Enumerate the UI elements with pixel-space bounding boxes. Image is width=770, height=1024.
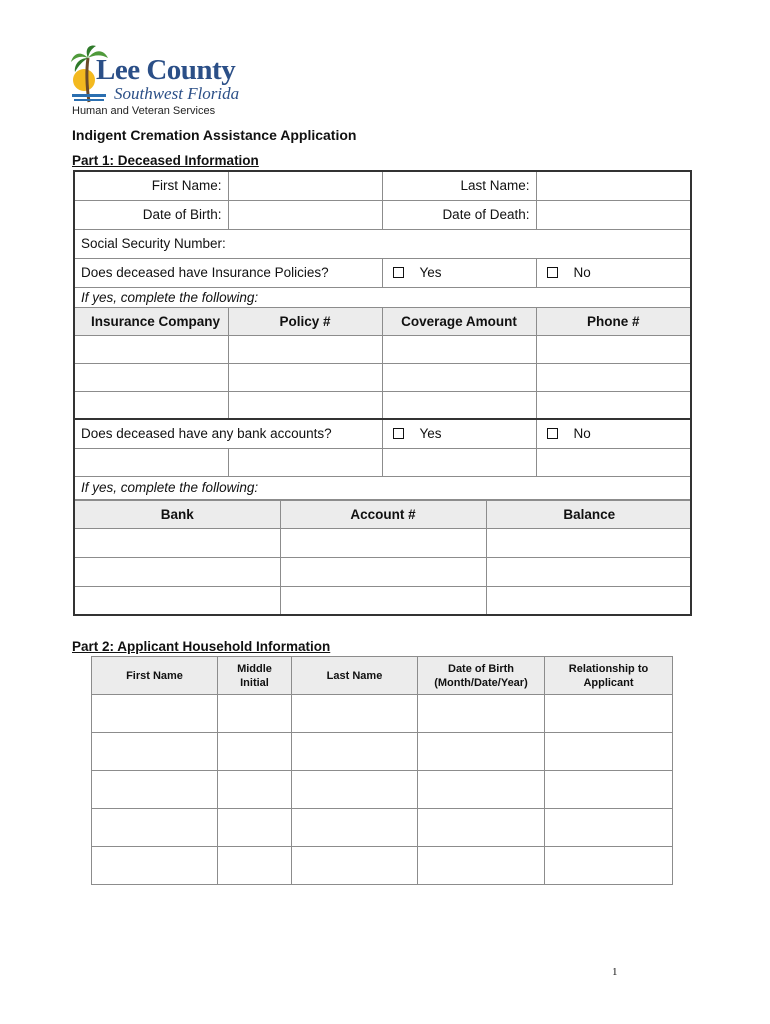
- table-cell[interactable]: [280, 586, 486, 614]
- insurance-col-company: Insurance Company: [74, 307, 228, 335]
- table-cell[interactable]: [486, 586, 691, 614]
- table-cell[interactable]: [280, 528, 486, 557]
- insurance-col-coverage: Coverage Amount: [382, 307, 536, 335]
- table-cell[interactable]: [292, 733, 418, 771]
- table-cell[interactable]: [545, 695, 673, 733]
- table-cell[interactable]: [74, 363, 228, 391]
- bank-no-option[interactable]: [536, 419, 691, 448]
- table-cell[interactable]: [545, 847, 673, 885]
- page-title: Indigent Cremation Assistance Application: [72, 127, 357, 143]
- table-cell[interactable]: [280, 557, 486, 586]
- bank-col-account: Account #: [280, 500, 486, 528]
- table-cell[interactable]: [536, 363, 691, 391]
- last-name-field[interactable]: [536, 171, 691, 200]
- table-row: [75, 528, 691, 557]
- ssn-label: Social Security Number:: [74, 229, 228, 258]
- dod-field[interactable]: [536, 200, 691, 229]
- table-row: [74, 448, 691, 476]
- dob-label: Date of Birth:: [74, 200, 228, 229]
- table-row: [75, 557, 691, 586]
- bank-col-bank: Bank: [75, 500, 280, 528]
- department-name: Human and Veteran Services: [72, 105, 216, 117]
- table-cell[interactable]: [92, 847, 218, 885]
- table-cell[interactable]: [228, 391, 382, 419]
- checkbox-icon[interactable]: [547, 267, 558, 278]
- table-cell[interactable]: [228, 335, 382, 363]
- last-name-label: Last Name:: [382, 171, 536, 200]
- table-cell[interactable]: [92, 733, 218, 771]
- checkbox-icon[interactable]: [393, 267, 404, 278]
- table-cell[interactable]: [218, 809, 292, 847]
- table-row: [74, 363, 691, 391]
- table-cell[interactable]: [218, 695, 292, 733]
- household-col-middle-initial: Middle Initial: [218, 657, 292, 695]
- ssn-field[interactable]: [228, 229, 691, 258]
- part1-heading: Part 1: Deceased Information: [72, 153, 259, 168]
- bank-yes-option[interactable]: [382, 419, 536, 448]
- yes-label: Yes: [419, 426, 442, 442]
- household-table: [91, 656, 673, 885]
- table-cell[interactable]: [92, 809, 218, 847]
- part2-heading: Part 2: Applicant Household Information: [72, 639, 331, 654]
- household-col-dob: Date of Birth (Month/Date/Year): [418, 657, 545, 695]
- table-row: [75, 586, 691, 614]
- table-cell[interactable]: [92, 695, 218, 733]
- table-cell[interactable]: [382, 448, 536, 476]
- household-col-first-name: First Name: [92, 657, 218, 695]
- bank-question: Does deceased have any bank accounts?: [74, 419, 382, 448]
- table-cell[interactable]: [536, 335, 691, 363]
- table-cell[interactable]: [218, 771, 292, 809]
- insurance-question: Does deceased have Insurance Policies?: [74, 258, 382, 287]
- table-cell[interactable]: [382, 335, 536, 363]
- table-cell[interactable]: [418, 695, 545, 733]
- checkbox-icon[interactable]: [393, 428, 404, 439]
- table-cell[interactable]: [218, 847, 292, 885]
- table-cell[interactable]: [486, 528, 691, 557]
- insurance-col-policy: Policy #: [228, 307, 382, 335]
- table-cell[interactable]: [382, 391, 536, 419]
- table-cell[interactable]: [74, 335, 228, 363]
- no-label: No: [573, 265, 591, 280]
- table-cell[interactable]: [418, 847, 545, 885]
- household-col-relationship: Relationship to Applicant: [545, 657, 673, 695]
- table-cell[interactable]: [74, 448, 228, 476]
- table-cell[interactable]: [228, 448, 382, 476]
- table-row: [74, 391, 691, 419]
- table-cell[interactable]: [545, 771, 673, 809]
- table-cell[interactable]: [218, 733, 292, 771]
- table-cell[interactable]: [545, 733, 673, 771]
- dob-field[interactable]: [228, 200, 382, 229]
- table-cell[interactable]: [292, 809, 418, 847]
- table-cell[interactable]: [418, 809, 545, 847]
- bank-instructions: If yes, complete the following:: [74, 476, 691, 499]
- yes-label: Yes: [419, 265, 442, 280]
- insurance-instructions: If yes, complete the following:: [74, 287, 691, 307]
- logo-tagline: Southwest Florida: [114, 84, 240, 103]
- table-row: [92, 733, 673, 771]
- table-cell[interactable]: [292, 695, 418, 733]
- dod-label: Date of Death:: [382, 200, 536, 229]
- table-cell[interactable]: [228, 363, 382, 391]
- table-cell[interactable]: [418, 771, 545, 809]
- table-cell[interactable]: [382, 363, 536, 391]
- table-cell[interactable]: [545, 809, 673, 847]
- table-cell[interactable]: [75, 528, 280, 557]
- table-cell[interactable]: [92, 771, 218, 809]
- table-row: [92, 695, 673, 733]
- table-row: [92, 847, 673, 885]
- insurance-col-phone: Phone #: [536, 307, 691, 335]
- page-number: 1: [612, 966, 618, 978]
- insurance-yes-option[interactable]: [382, 258, 536, 287]
- household-col-last-name: Last Name: [292, 657, 418, 695]
- no-label: No: [573, 426, 591, 442]
- bank-table: [75, 500, 691, 615]
- table-cell[interactable]: [486, 557, 691, 586]
- logo-org-name: Lee County: [96, 54, 236, 86]
- table-row: [92, 809, 673, 847]
- table-cell[interactable]: [536, 448, 691, 476]
- table-cell[interactable]: [292, 847, 418, 885]
- first-name-field[interactable]: [228, 171, 382, 200]
- checkbox-icon[interactable]: [547, 428, 558, 439]
- bank-col-balance: Balance: [486, 500, 691, 528]
- deceased-info-table: [73, 170, 692, 616]
- table-cell[interactable]: [74, 391, 228, 419]
- table-row: [74, 335, 691, 363]
- table-cell[interactable]: [536, 391, 691, 419]
- insurance-no-option[interactable]: [536, 258, 691, 287]
- table-cell[interactable]: [75, 586, 280, 614]
- table-cell[interactable]: [418, 733, 545, 771]
- first-name-label: First Name:: [74, 171, 228, 200]
- table-cell[interactable]: [292, 771, 418, 809]
- table-cell[interactable]: [75, 557, 280, 586]
- table-row: [92, 771, 673, 809]
- lee-county-logo: [70, 44, 245, 106]
